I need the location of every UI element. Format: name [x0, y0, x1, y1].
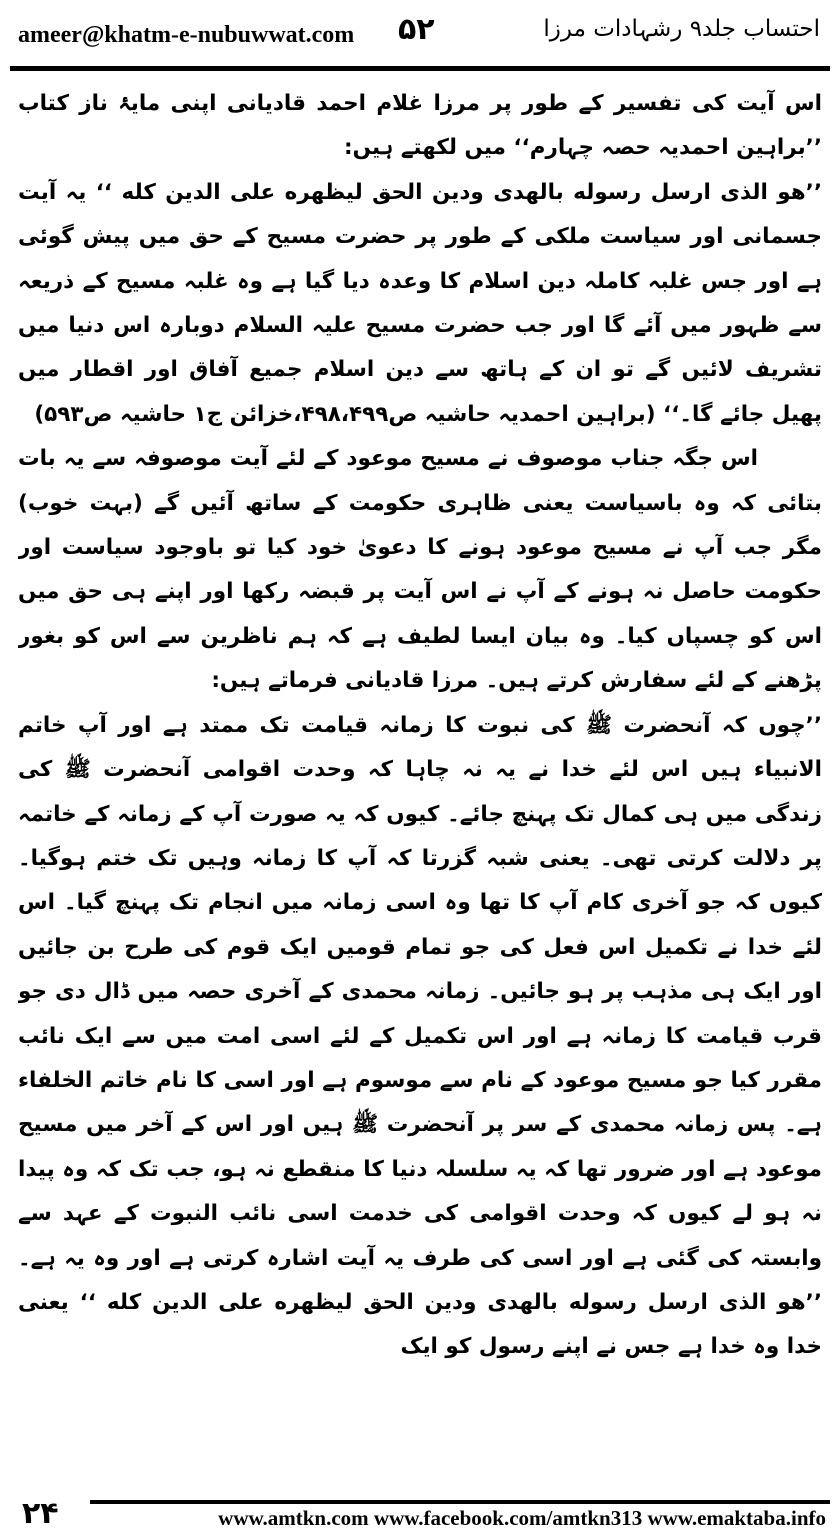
- paragraph-quote-1: ’’ھو الذی ارسل رسوله بالھدی ودین الحق لیظھره علی الدین کله ‘‘ یہ آیت جسمانی اور سیاست ملکی کے طور پر حضرت مسیح کے حق میں پیش گوئی ہے اور جس غلبہ کاملہ دین اسلام کا وعدہ دیا گیا ہے وہ غلبہ مسیح کے ذریعہ سے ظہور میں آئے گا اور جب حضرت مسیح علیہ السلام دوبارہ اس دنیا میں تشریف لائیں گے تو ان کے ہاتھ سے دین اسلام جمیع آفاق اور اقطار میں پھیل جائے گا۔‘‘ (براہین احمدیہ حاشیہ ص۴۹۸،۴۹۹،خزائن ج۱ حاشیہ ص۵۹۳): [18, 179, 822, 427]
- footer-links: www.amtkn.com www.facebook.com/amtkn313 www.emaktaba.info: [218, 1506, 826, 1530]
- paragraph-intro: اس آیت کی تفسیر کے طور پر مرزا غلام احمد قادیانی اپنی مایۂ ناز کتاب ’’براہین احمدیہ حصہ چہارم‘‘ میں لکھتے ہیں:: [18, 91, 822, 161]
- page-body: [18, 82, 822, 1482]
- page-header: [0, 0, 840, 74]
- footer-page-number: ۲۴: [22, 1496, 59, 1531]
- paragraph-commentary: اس جگہ جناب موصوف نے مسیح موعود کے لئے آیت موصوفہ سے یہ بات بتائی کہ وہ باسیاست یعنی ظاہری حکومت کے ساتھ آئیں گے (بہت خوب) مگر جب آپ نے مسیح موعود ہونے کا دعویٰ خود کیا تو باوجود سیاست اور حکومت حاصل نہ ہونے کے آپ نے اس آیت پر قبضہ رکھا اور اپنے ہی حق میں اس کو چسپاں کیا۔ وہ بیان ایسا لطیف ہے کہ ہم ناظرین سے اس کو بغور پڑھنے کے لئے سفارش کرتے ہیں۔ مرزا قادیانی فرماتے ہیں:: [18, 446, 822, 694]
- header-email: ameer@khatm-e-nubuwwat.com: [18, 22, 355, 48]
- header-rule: [10, 66, 830, 71]
- footer-rule: [90, 1500, 830, 1504]
- header-book-title: احتساب جلد۹ رشہادات مرزا: [543, 16, 820, 42]
- page-footer: [0, 1490, 840, 1540]
- paragraph-quote-2: ’’چوں کہ آنحضرت ﷺ کی نبوت کا زمانہ قیامت تک ممتد ہے اور آپ خاتم الانبیاء ہیں اس لئے خدا نے یہ نہ چاہا کہ وحدت اقوامی آنحضرت ﷺ کی زندگی میں ہی کمال تک پہنچ جائے۔ کیوں کہ یہ صورت آپ کے زمانہ کے خاتمہ پر دلالت کرتی تھی۔ یعنی شبہ گزرتا کہ آپ کا زمانہ وہیں تک ختم ہوگیا۔ کیوں کہ جو آخری کام آپ کا تھا وہ اسی زمانہ میں انجام تک پہنچ گیا۔ اس لئے خدا نے تکمیل اس فعل کی جو تمام قومیں ایک قوم کی طرح بن جائیں اور ایک ہی مذہب پر ہو جائیں۔ زمانہ محمدی کے آخری حصہ میں ڈال دی جو قرب قیامت کا زمانہ ہے اور اس تکمیل کے لئے اسی امت میں سے ایک نائب مقرر کیا جو مسیح موعود کے نام سے موسوم ہے اور اسی کا نام خاتم الخلفاء ہے۔ پس زمانہ محمدی کے سر پر آنحضرت ﷺ ہیں اور اس کے آخر میں مسیح موعود ہے اور ضرور تھا کہ یہ سلسلہ دنیا کا منقطع نہ ہو، جب تک کہ وہ پیدا نہ ہو لے کیوں کہ وحدت اقوامی کی خدمت اسی نائب النبوت کے عہد سے وابستہ کی گئی ہے اور اسی کی طرف یہ آیت اشارہ کرتی ہے اور وہ یہ ہے۔ ’’ھو الذی ارسل رسوله بالھدی ودین الحق لیظھره علی الدین کله ‘‘ یعنی خدا وہ خدا ہے جس نے اپنے رسول کو ایک: [18, 712, 822, 1360]
- header-page-number: ۵۲: [398, 12, 435, 47]
